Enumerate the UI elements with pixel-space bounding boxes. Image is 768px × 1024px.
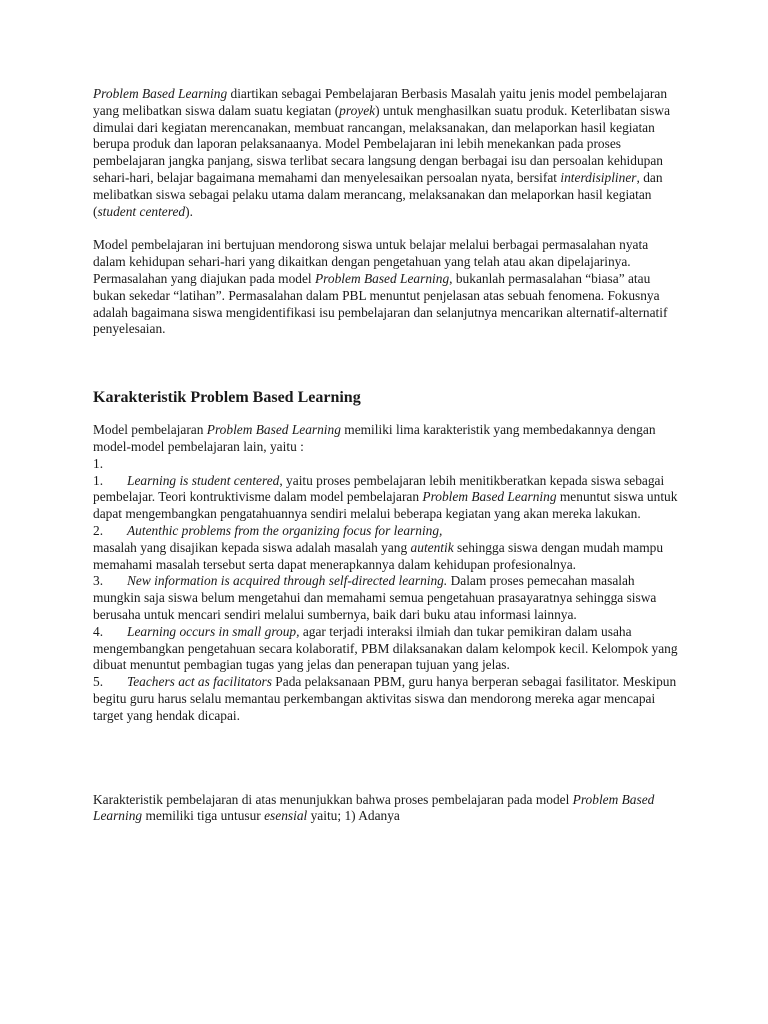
paragraph-goal: [93, 237, 683, 338]
list-item: [93, 624, 683, 674]
list-number: 5.: [93, 674, 104, 690]
italic-term: Problem Based Learning: [422, 489, 557, 505]
text-run: Karakteristik pembelajaran di atas menunjukkan bahwa proses pembelajaran pada model: [93, 791, 573, 807]
italic-term: Problem Based Learning: [206, 422, 341, 438]
text-run: ).: [185, 203, 193, 219]
text-run: agar terjadi interaksi ilmiah dan tukar pemikiran dalam usaha mengembangkan pengetahuan secara kolaboratif, PBM dilaksanakan dalam kelompok kecil. Kelompok yang dibuat menuntut pembagian tugas yang jelas dan penerapan tujuan yang jelas.: [93, 623, 678, 673]
paragraph-characteristics-intro: [93, 422, 683, 456]
italic-term: Teachers act as facilitators: [127, 674, 272, 690]
text-run: masalah yang disajikan kepada siswa adalah masalah yang: [93, 539, 411, 555]
italic-term: Autenthic problems from the organizing focus for learning,: [127, 522, 443, 538]
italic-term: Problem Based Learning: [93, 86, 228, 101]
text-run: memiliki tiga untusur: [142, 808, 265, 824]
list-number: 2.: [93, 522, 104, 538]
italic-term: Learning occurs in small group,: [127, 623, 300, 639]
text-run: diartikan sebagai Pembelajaran Berbasis Masalah yaitu jenis model pembelajaran yang melibatkan siswa dalam suatu kegiatan (: [93, 86, 668, 118]
italic-term: student centered: [97, 203, 186, 219]
list-item: [93, 674, 683, 724]
list-number: 3.: [93, 573, 104, 589]
list-item: [93, 473, 683, 523]
italic-term: autentik: [410, 539, 454, 555]
text-run: sehingga siswa dengan mudah mampu memahami masalah tersebut serta dapat menerapkannya dalam kehidupan profesionalnya.: [93, 539, 664, 572]
list-item: [93, 523, 683, 573]
list-item: [93, 573, 683, 623]
text-run: yaitu; 1) Adanya: [307, 808, 400, 824]
paragraph-intro: [93, 86, 683, 220]
text-run: memiliki lima karakteristik yang membedakannya dengan model-model pembelajaran lain, yaitu :: [93, 422, 656, 454]
document-page: [93, 86, 683, 825]
italic-term: Problem Based Learning: [93, 791, 655, 824]
text-run: , bukanlah permasalahan “biasa” atau bukan sekedar “latihan”. Permasalahan dalam PBL menuntut penjelasan atas sebuah fenomena. Fokusnya adalah bagaimana siswa mengidentifikasi isu pembelajaran dan selanjutnya mencarikan alternatif-alternatif penyelesaian.: [93, 270, 668, 337]
section-heading: Karakteristik Problem Based Learning: [93, 389, 361, 407]
paragraph-closing: [93, 792, 683, 826]
italic-term: interdisipliner: [560, 169, 637, 185]
list-number: 1.: [93, 472, 104, 488]
text-run: , dan melibatkan siswa sebagai pelaku utama dalam merancang, melaksanakan dan melaporkan hasil kegiatan (: [93, 169, 663, 219]
italic-term: proyek: [339, 102, 376, 118]
text-run: Model pembelajaran: [93, 422, 207, 438]
text-run: menuntut siswa untuk dapat mengembangkan pengatahuannya sendiri melalui beberapa kegiatan yang akan mereka lakukan.: [93, 489, 678, 522]
italic-term: Learning is student centered: [127, 472, 280, 488]
text-run: Model pembelajaran ini bertujuan mendorong siswa untuk belajar melalui berbagai permasalahan nyata dalam kehidupan sehari-hari yang dikaitkan dengan pengetahuan yang telah atau akan dipelajarinya. Permasalahan yang diajukan pada model: [93, 237, 649, 286]
text-run: ) untuk menghasilkan suatu produk. Keterlibatan siswa dimulai dari kegiatan merencanakan, membuat rancangan, melaksanakan, dan melaporkan hasil kegiatan berupa produk dan laporan pelaksanaanya. Model Pembelajaran ini lebih menekankan pada proses pembelajaran jangka panjang, siswa terlibat secara langsung dengan berbagai isu dan persoalan kehidupan sehari-hari, belajar bagaimana memahami dan menyelesaikan persoalan nyata, bersifat: [93, 102, 671, 185]
text-run: Dalam proses pemecahan masalah mungkin saja siswa belum mengetahui dan memahami semua pengetahuan prasayaratnya sehingga siswa berusaha untuk mencari sendiri melalui sumbernya, baik dari buku atau informasi lainnya.: [93, 573, 657, 622]
italic-term: Problem Based Learning: [315, 270, 450, 286]
italic-term: esensial: [264, 808, 308, 824]
list-number: 4.: [93, 623, 104, 639]
text-run: , yaitu proses pembelajaran lebih menitikberatkan kepada siswa sebagai pembelajar. Teori kontruktivisme dalam model pembelajaran: [93, 472, 665, 505]
text-run: Pada pelaksanaan PBM, guru hanya berperan sebagai fasilitator. Meskipun begitu guru harus selalu memantau perkembangan aktivitas siswa dan mendorong mereka agar mencapai target yang hendak dicapai.: [93, 674, 677, 723]
italic-term: New information is acquired through self-directed learning.: [127, 573, 448, 589]
stray-number: 1.: [93, 455, 104, 471]
